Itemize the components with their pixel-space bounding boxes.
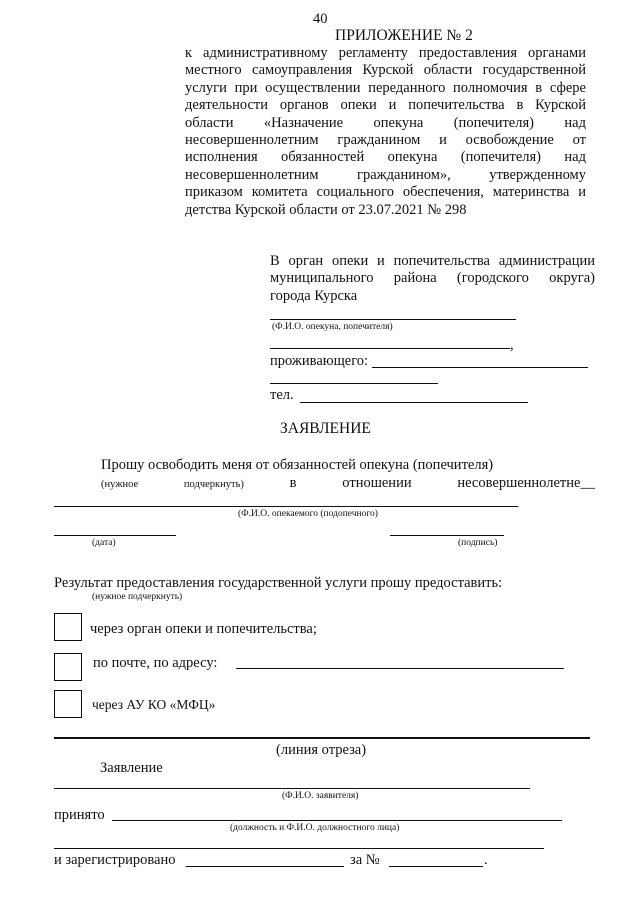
option-label-guardianship: через орган опеки и попечительства; <box>90 621 317 637</box>
result-hint: (нужное подчеркнуть) <box>92 592 183 602</box>
option-checkbox-guardianship[interactable] <box>54 613 82 641</box>
addressee-line: города Курска <box>270 287 358 304</box>
option-label-mfc: через АУ КО «МФЦ» <box>92 697 216 712</box>
appendix-line: исполнения обязанностей опекуна (попечителя) над <box>185 149 586 166</box>
phone-input[interactable] <box>300 402 528 403</box>
date-caption: (дата) <box>92 538 116 548</box>
number-label: за № <box>350 852 380 868</box>
registered-label: и зарегистрировано <box>54 852 176 868</box>
request-word: в <box>289 475 297 491</box>
guardian-fio-line-2[interactable] <box>270 348 510 349</box>
appendix-line: приказом комитета социального обеспечения, материнства и <box>185 184 586 201</box>
appendix-line: области «Назначение опекуна (попечителя) над <box>185 114 586 131</box>
addressee-block <box>270 253 595 305</box>
option-checkbox-mfc[interactable] <box>54 690 82 718</box>
request-words-row <box>101 474 595 494</box>
addressee-line: В орган опеки и попечительства администрации <box>270 253 595 269</box>
hint-word: (нужное <box>101 479 139 490</box>
appendix-line: услуги при осуществлении переданного полномочия в сфере <box>185 79 586 96</box>
residing-input[interactable] <box>372 367 588 368</box>
ward-fio-line[interactable] <box>54 506 518 507</box>
registration-number-input[interactable] <box>389 866 483 867</box>
period: . <box>484 852 488 868</box>
address-line-2[interactable] <box>270 383 438 384</box>
appendix-line: несовершеннолетним гражданином и освобождение от <box>185 132 586 149</box>
official-caption: (должность и Ф.И.О. должностного лица) <box>230 823 400 833</box>
appendix-line: местного самоуправления Курской области государственной <box>185 62 586 79</box>
cut-line-caption: (линия отреза) <box>276 742 367 758</box>
official-input[interactable] <box>112 820 562 821</box>
request-word: отношении <box>342 475 412 491</box>
cut-line <box>54 737 590 739</box>
applicant-fio-line[interactable] <box>54 788 530 789</box>
registration-date-input[interactable] <box>186 866 344 867</box>
request-word: несовершеннолетне__ <box>457 475 595 491</box>
accepted-label: принято <box>54 807 105 823</box>
appendix-text <box>185 45 586 219</box>
page-number: 40 <box>313 11 328 27</box>
ward-fio-caption: (Ф.И.О. опекаемого (подопечного) <box>238 509 378 519</box>
option-checkbox-mail[interactable] <box>54 653 82 681</box>
addressee-line: муниципального района (городского округа) <box>270 270 595 287</box>
result-heading: Результат предоставления государственной услуги прошу предоставить: <box>54 575 503 591</box>
receipt-title: Заявление <box>100 760 163 776</box>
appendix-title: ПРИЛОЖЕНИЕ № 2 <box>335 27 473 44</box>
signature-line[interactable] <box>390 535 504 536</box>
comma: , <box>510 337 514 353</box>
request-line: Прошу освободить меня от обязанностей опекуна (попечителя) <box>101 457 494 473</box>
phone-label: тел. <box>270 387 294 403</box>
statement-title: ЗАЯВЛЕНИЕ <box>280 420 371 437</box>
signature-caption: (подпись) <box>458 538 498 548</box>
appendix-line: несовершеннолетним гражданином», утвержденному <box>185 166 586 183</box>
guardian-fio-line[interactable] <box>270 319 516 320</box>
guardian-fio-caption: (Ф.И.О. опекуна, попечителя) <box>272 322 393 332</box>
appendix-line: деятельности органов опеки и попечительства в Курской <box>185 97 586 114</box>
appendix-line-last: детства Курской области от 23.07.2021 № 298 <box>185 201 467 218</box>
applicant-fio-caption: (Ф.И.О. заявителя) <box>282 791 359 801</box>
appendix-line: к административному регламенту предоставления органами <box>185 45 586 61</box>
mail-address-input[interactable] <box>236 668 564 669</box>
hint-word: подчеркнуть) <box>183 479 244 490</box>
option-label-mail: по почте, по адресу: <box>93 655 218 671</box>
residing-label: проживающего: <box>270 353 369 369</box>
date-line[interactable] <box>54 535 176 536</box>
official-line-2[interactable] <box>54 848 544 849</box>
